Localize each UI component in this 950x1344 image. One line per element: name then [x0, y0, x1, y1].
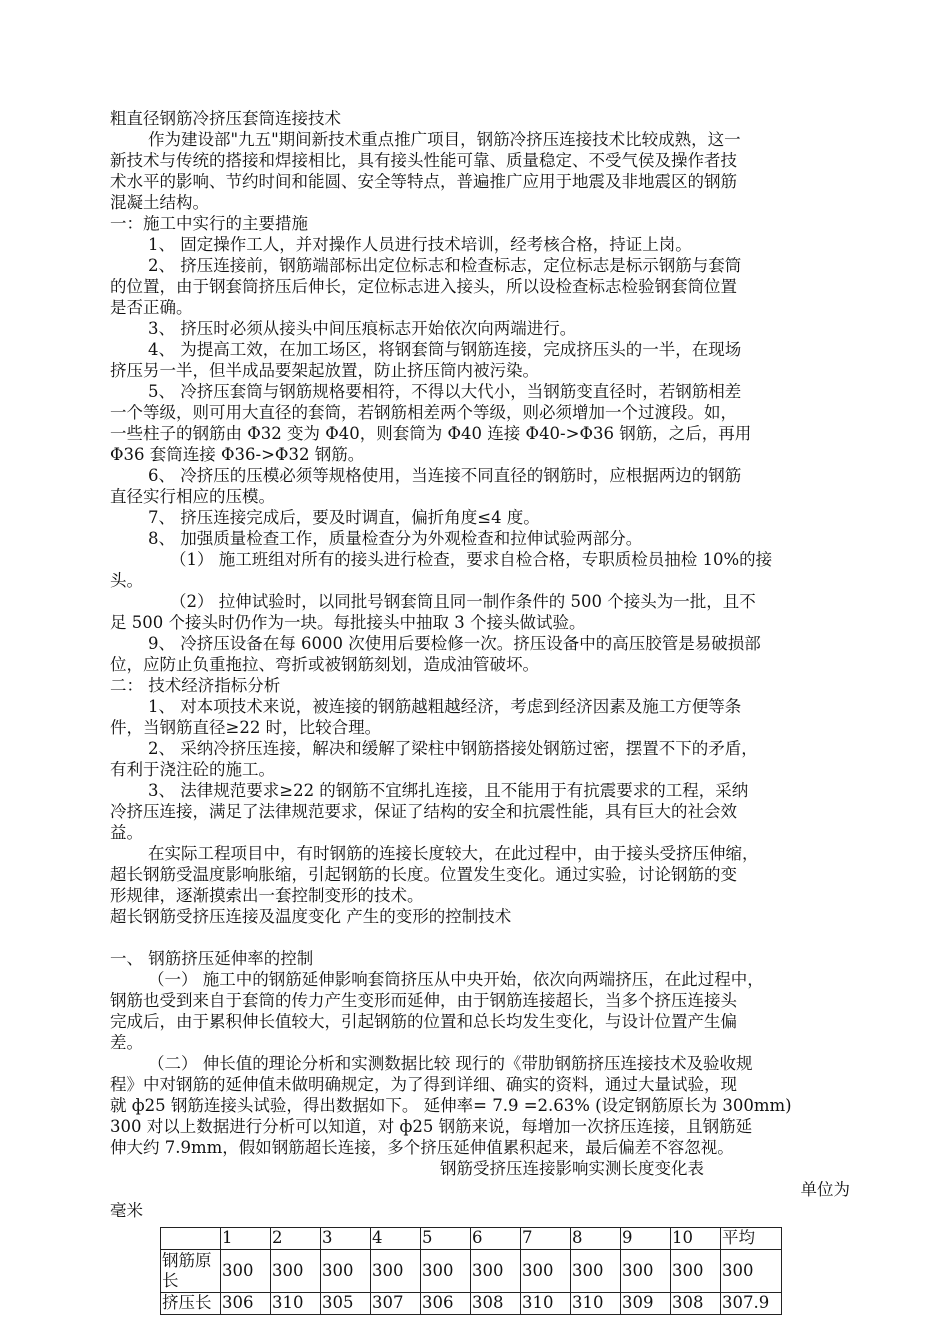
table-cell: 300 — [671, 1250, 721, 1293]
document-title: 粗直径钢筋冷挤压套筒连接技术 — [110, 109, 341, 128]
intro-line: 新技术与传统的搭接和焊接相比，具有接头性能可靠、质量稳定、不受气侯及操作者技 — [110, 151, 737, 170]
table-cell: 308 — [671, 1293, 721, 1315]
paragraph-line: 3、 挤压时必须从接头中间压痕标志开始依次向两端进行。 — [148, 319, 577, 338]
paragraph-line: （1） 施工班组对所有的接头进行检查，要求自检合格，专职质检员抽检 10%的接 — [170, 550, 773, 569]
table-cell: 300 — [371, 1250, 421, 1293]
paragraph-line: 挤压另一半，但半成品要架起放置，防止挤压筒内被污染。 — [110, 361, 539, 380]
table-cell: 306 — [221, 1293, 271, 1315]
table-header-row — [161, 1228, 782, 1250]
table-cell: 310 — [521, 1293, 571, 1315]
table-row — [161, 1250, 782, 1293]
measurement-table — [160, 1227, 782, 1315]
paragraph-line: （2） 拉伸试验时，以同批号钢套筒且同一制作条件的 500 个接头为一批，且不 — [170, 592, 756, 611]
paragraph-line: 一个等级，则可用大直径的套筒，若钢筋相差两个等级，则必须增加一个过渡段。如， — [110, 403, 737, 422]
intro-line: 混凝土结构。 — [110, 193, 209, 212]
subtitle: 超长钢筋受挤压连接及温度变化 产生的变形的控制技术 — [110, 907, 512, 926]
paragraph-line: 一些柱子的钢筋由 Φ32 变为 Φ40，则套筒为 Φ40 连接 Φ40->Φ36 钢筋，之后，再用 — [110, 424, 752, 443]
paragraph-line: 就 ф25 钢筋连接头试验，得出数据如下。 延伸率= 7.9 =2.63% (设定钢筋原长为 300mm) — [110, 1096, 792, 1115]
table-row — [161, 1293, 782, 1315]
paragraph-line: 3、 法律规范要求≥22 的钢筋不宜绑扎连接，且不能用于有抗震要求的工程，采纳 — [148, 781, 749, 800]
paragraph-line: 5、 冷挤压套筒与钢筋规格要相符，不得以大代小，当钢筋变直径时，若钢筋相差 — [148, 382, 742, 401]
paragraph-line: 益。 — [110, 823, 143, 842]
paragraph-line: 6、 冷挤压的压模必须等规格使用，当连接不同直径的钢筋时，应根据两边的钢筋 — [148, 466, 742, 485]
paragraph-line: 伸大约 7.9mm，假如钢筋超长连接，多个挤压延伸值累积起来，最后偏差不容忽视。 — [110, 1138, 734, 1157]
paragraph-line: 是否正确。 — [110, 298, 193, 317]
table-cell: 10 — [671, 1228, 721, 1250]
table-cell: 300 — [221, 1250, 271, 1293]
table-cell: 300 — [321, 1250, 371, 1293]
paragraph-line: 直径实行相应的压模。 — [110, 487, 275, 506]
paragraph-line: 头。 — [110, 571, 143, 590]
document-page — [110, 108, 850, 1315]
table-cell — [161, 1228, 221, 1250]
table-cell: 305 — [321, 1293, 371, 1315]
table-cell: 4 — [371, 1228, 421, 1250]
table-cell: 平均 — [721, 1228, 782, 1250]
paragraph-line: 件，当钢筋直径≥22 时，比较合理。 — [110, 718, 382, 737]
table-cell: 1 — [221, 1228, 271, 1250]
table-cell: 300 — [471, 1250, 521, 1293]
table-cell: 306 — [421, 1293, 471, 1315]
paragraph-line: 1、 对本项技术来说，被连接的钢筋越粗越经济，考虑到经济因素及施工方便等条 — [148, 697, 742, 716]
paragraph-line: 2、 挤压连接前，钢筋端部标出定位标志和检查标志，定位标志是标示钢筋与套筒 — [148, 256, 742, 275]
table-cell: 7 — [521, 1228, 571, 1250]
paragraph-line: 300 对以上数据进行分析可以知道，对 ф25 钢筋来说，每增加一次挤压连接，且钢筋延 — [110, 1117, 753, 1136]
table-caption: 钢筋受挤压连接影响实测长度变化表 — [440, 1159, 704, 1178]
table-cell: 5 — [421, 1228, 471, 1250]
table-cell: 307 — [371, 1293, 421, 1315]
paragraph-line: 足 500 个接头时仍作为一块。每批接头中抽取 3 个接头做试验。 — [110, 613, 586, 632]
paragraph-line: 位，应防止负重拖拉、弯折或被钢筋刻划，造成油管破坏。 — [110, 655, 539, 674]
paragraph-line: 差。 — [110, 1033, 143, 1052]
paragraph-line: 程》中对钢筋的延伸值未做明确规定，为了得到详细、确实的资料，通过大量试验，现 — [110, 1075, 737, 1094]
paragraph-line: 有利于浇注砼的施工。 — [110, 760, 275, 779]
paragraph-line: （一） 施工中的钢筋延伸影响套筒挤压从中央开始，依次向两端挤压，在此过程中， — [148, 970, 764, 989]
unit-label: 单位为 — [800, 1180, 850, 1199]
table-cell: 300 — [721, 1250, 782, 1293]
table-cell: 钢筋原长 — [161, 1250, 221, 1293]
paragraph-line: 形规律，逐渐摸索出一套控制变形的技术。 — [110, 886, 424, 905]
paragraph-line: 完成后，由于累积伸长值较大，引起钢筋的位置和总长均发生变化，与设计位置产生偏 — [110, 1012, 737, 1031]
paragraph-line: 钢筋也受到来自于套筒的传力产生变形而延伸，由于钢筋连接超长，当多个挤压连接头 — [110, 991, 737, 1010]
section-heading: 一、 钢筋挤压延伸率的控制 — [110, 949, 314, 968]
table-cell: 307.9 — [721, 1293, 782, 1315]
table-cell: 309 — [621, 1293, 671, 1315]
paragraph-line: 1、 固定操作工人，并对操作人员进行技术培训，经考核合格，持证上岗。 — [148, 235, 692, 254]
paragraph-line: 7、 挤压连接完成后，要及时调直，偏折角度≤4 度。 — [148, 508, 540, 527]
paragraph-line: 8、 加强质量检查工作，质量检查分为外观检查和拉伸试验两部分。 — [148, 529, 643, 548]
table-cell: 300 — [521, 1250, 571, 1293]
unit-label: 毫米 — [110, 1201, 143, 1220]
intro-line: 术水平的影响、节约时间和能圆、安全等特点，普遍推广应用于地震及非地震区的钢筋 — [110, 172, 737, 191]
paragraph-line: 在实际工程项目中，有时钢筋的连接长度较大，在此过程中，由于接头受挤压伸缩， — [148, 844, 759, 863]
table-cell: 310 — [571, 1293, 621, 1315]
table-cell: 300 — [421, 1250, 471, 1293]
paragraph-line: Φ36 套筒连接 Φ36->Φ32 钢筋。 — [110, 445, 365, 464]
paragraph-line: 2、 采纳冷挤压连接，解决和缓解了梁柱中钢筋搭接处钢筋过密，摆置不下的矛盾， — [148, 739, 758, 758]
table-cell: 310 — [271, 1293, 321, 1315]
paragraph-line: （二） 伸长值的理论分析和实测数据比较 现行的《带肋钢筋挤压连接技术及验收规 — [148, 1054, 753, 1073]
table-cell: 9 — [621, 1228, 671, 1250]
paragraph-line: 超长钢筋受温度影响胀缩，引起钢筋的长度。位置发生变化。通过实验，讨论钢筋的变 — [110, 865, 737, 884]
paragraph-line: 冷挤压连接，满足了法律规范要求，保证了结构的安全和抗震性能，具有巨大的社会效 — [110, 802, 737, 821]
paragraph-line: 的位置，由于钢套筒挤压后伸长，定位标志进入接头，所以设检查标志检验钢套筒位置 — [110, 277, 737, 296]
table-cell: 2 — [271, 1228, 321, 1250]
paragraph-line: 9、 冷挤压设备在每 6000 次使用后要检修一次。挤压设备中的高压胶管是易破损部 — [148, 634, 761, 653]
section-heading: 二： 技术经济指标分析 — [110, 676, 281, 695]
section-heading: 一：施工中实行的主要措施 — [110, 214, 308, 233]
table-cell: 308 — [471, 1293, 521, 1315]
intro-line: 作为建设部"九五"期间新技术重点推广项目，钢筋冷挤压连接技术比较成熟，这一 — [148, 130, 741, 149]
table-cell: 300 — [571, 1250, 621, 1293]
table-cell: 挤压长 — [161, 1293, 221, 1315]
table-cell: 6 — [471, 1228, 521, 1250]
table-cell: 300 — [271, 1250, 321, 1293]
table-cell: 300 — [621, 1250, 671, 1293]
table-cell: 3 — [321, 1228, 371, 1250]
blank-line — [110, 927, 850, 948]
paragraph-line: 4、 为提高工效，在加工场区，将钢套筒与钢筋连接，完成挤压头的一半，在现场 — [148, 340, 742, 359]
table-cell: 8 — [571, 1228, 621, 1250]
